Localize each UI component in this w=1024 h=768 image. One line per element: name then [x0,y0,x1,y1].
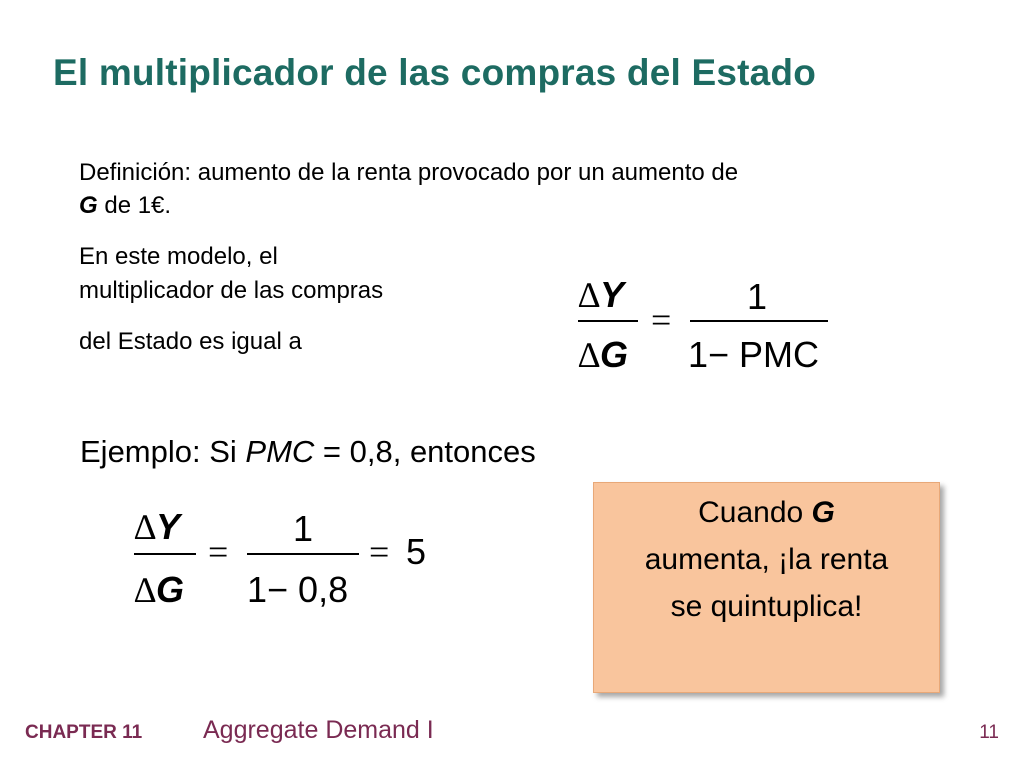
example-prefix: Ejemplo: Si [80,434,246,469]
formula-example-rhs-numerator: 1 [293,508,314,549]
formula-example-rhs-denominator: 1− 0,8 [247,569,349,610]
formula-example-rhs-bar [247,553,359,555]
definition-line-1: Definición: aumento de la renta provocado por un aumento de [79,159,739,186]
callout-box [593,482,940,693]
formula-general-rhs-denominator: 1− PMC [688,334,820,375]
formula-example-lhs-bar [134,553,196,555]
footer-chapter: CHAPTER 11 [25,722,143,743]
example-variable-pmc: PMC [245,434,315,469]
footer-title: Aggregate Demand I [203,716,434,744]
formula-general-lhs-bar [578,320,638,322]
model-text-line-2: multiplicador de las compras [79,277,384,304]
slide-title: El multiplicador de las compras del Estado [53,52,816,93]
definition-variable-g: G [79,192,98,219]
formula-general-lhs-denominator: ∆G [578,334,629,375]
definition-line-2-text: de 1€. [97,192,172,219]
formula-general-equals: = [651,300,672,340]
formula-example-lhs-numerator: ∆Y [134,506,181,547]
definition-line-2 [79,190,171,222]
page-number: 11 [979,722,999,743]
callout-line-3: se quintuplica! [670,590,863,623]
formula-general-lhs-numerator: ∆Y [578,274,625,315]
example-rest: = 0,8, entonces [314,434,536,469]
model-text-line-1: En este modelo, el [79,243,278,270]
formula-example-lhs-denominator: ∆G [134,569,185,610]
callout-line-2: aumenta, ¡la renta [644,543,889,576]
formula-example-equals-2: = [369,532,390,572]
formula-general-rhs-bar [690,320,828,322]
callout-line-1-text: Cuando [698,496,812,529]
callout-line-1 [594,489,939,536]
formula-example-equals-1: = [208,532,229,572]
model-text-line-3: del Estado es igual a [79,328,302,355]
callout-variable-g: G [811,496,835,529]
example-line [80,434,536,470]
formula-general-rhs-numerator: 1 [747,276,768,317]
formula-example-result: 5 [406,531,427,572]
